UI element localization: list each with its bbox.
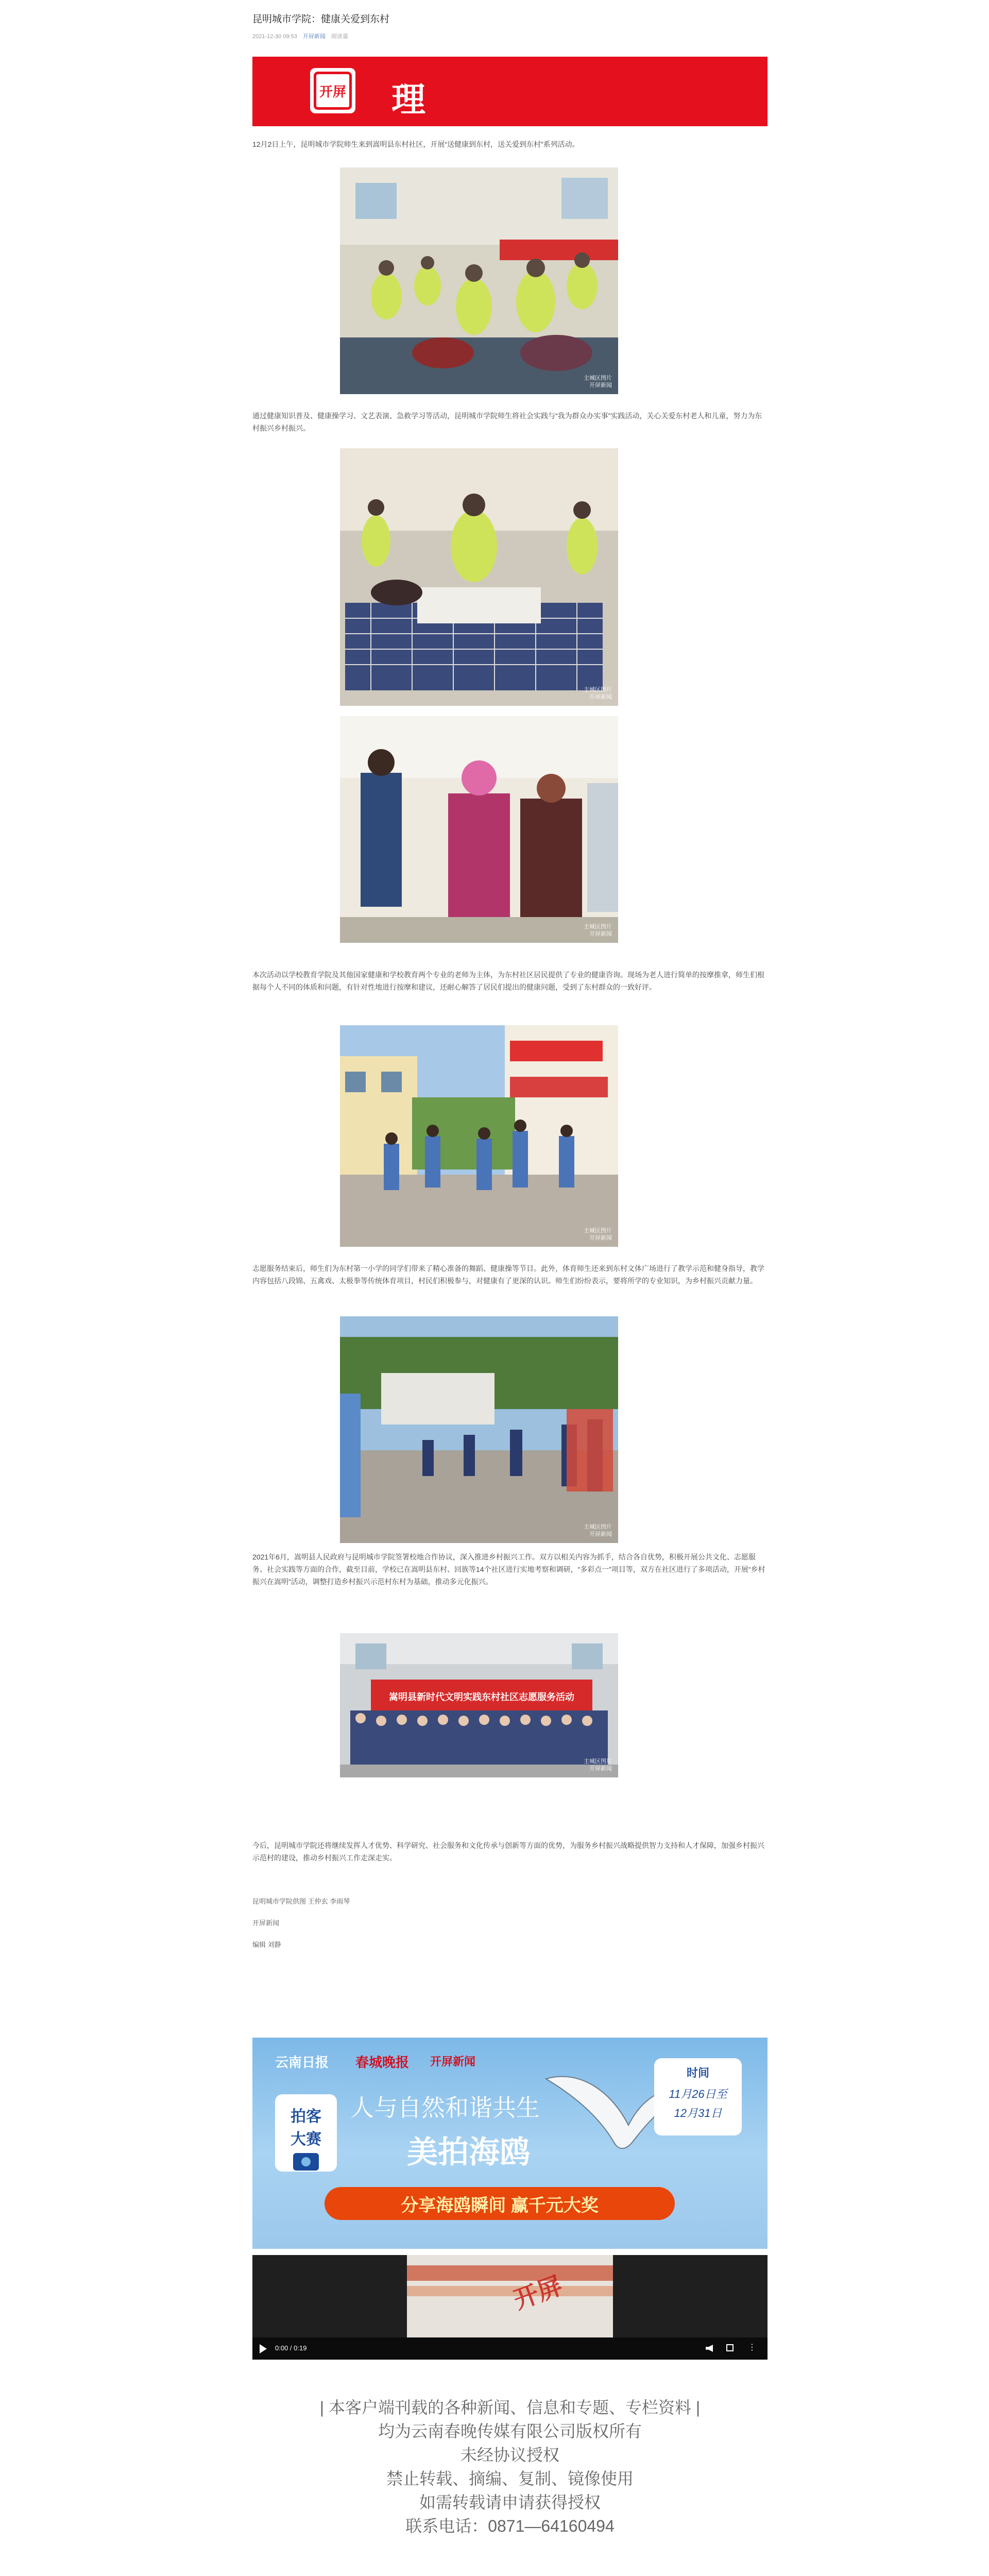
article-photo-6 bbox=[340, 1633, 618, 1777]
volume-icon[interactable] bbox=[706, 2345, 713, 2352]
banner-sign-text: 嵩明县新时代文明实践东村社区志愿服务活动 bbox=[389, 1692, 574, 1702]
article-photo-2 bbox=[340, 448, 618, 706]
copyright-line: 均为云南春晚传媒有限公司版权所有 bbox=[378, 2422, 642, 2441]
copyright-notice bbox=[252, 2396, 768, 2538]
article-photo-1 bbox=[340, 167, 618, 394]
article-banner bbox=[252, 57, 768, 126]
copyright-line: 联系电话：0871—64160494 bbox=[405, 2517, 615, 2535]
video-player[interactable] bbox=[252, 2255, 768, 2360]
ad-logo-kaiping: 开屏新闻 bbox=[430, 2055, 476, 2068]
video-controls bbox=[252, 2337, 768, 2360]
banner-text: 理 bbox=[391, 80, 425, 120]
copyright-line: 如需转载请申请获得授权 bbox=[419, 2493, 601, 2512]
video-watermark: 开屏 bbox=[510, 2272, 566, 2315]
view-count: 阅读量 bbox=[331, 33, 348, 40]
photo-caption-5: 主城区图片 开屏新闻 bbox=[584, 1524, 612, 1537]
ad-logo-chuncheng: 春城晚报 bbox=[355, 2055, 410, 2070]
editor-line-2: 编辑 刘静 bbox=[252, 1941, 281, 1948]
ad-ribbon: 分享海鸥瞬间 赢千元大奖 bbox=[325, 2187, 675, 2220]
article-title: 昆明城市学院：健康关爱到东村 bbox=[252, 14, 390, 25]
ad-date-box: 时间 11月26日至 12月31日 bbox=[654, 2058, 742, 2136]
ad-badge: 拍客 大赛 bbox=[275, 2094, 337, 2172]
paragraph-4: 志愿服务结束后，师生们为东村第一小学的同学们带来了精心准备的舞蹈、健康操等节目。此外，体育师生还来到东村文体广场进行了教学示范和健身指导，教学内容包括八段锦、五禽戏、太极拳等传统体育项目，村民们积极参与，对健康有了更深的认识。师生们纷纷表示，要将所学的专业知识，为乡村振兴贡献力量。 bbox=[252, 1264, 764, 1285]
paragraph-3: 本次活动以学校教育学院及其他国家健康和学校教育两个专业的老师为主体，为东村社区居民提供了专业的健康咨询。现场为老人进行简单的按摩推拿，师生们根据每个人不同的体质和问题，有针对性地进行按摩和建议，还耐心解答了居民们提出的健康问题，受到了东村群众的一致好评。 bbox=[252, 971, 764, 991]
photo-caption-3: 主城区图片 开屏新闻 bbox=[584, 924, 612, 937]
article-photo-3 bbox=[340, 716, 618, 943]
play-icon[interactable] bbox=[260, 2344, 267, 2353]
photo-caption-6: 主城区图片 开屏新闻 bbox=[584, 1758, 612, 1772]
copyright-line: 未经协议授权 bbox=[460, 2446, 559, 2464]
paragraph-5: 2021年6月，嵩明县人民政府与昆明城市学院签署校地合作协议，深入推进乡村振兴工作。双方以相关内容为抓手，结合各自优势，积极开展公共文化、志愿服务、社会实践等方面的合作，截至目前，学校已在嵩明县东村、回族等14个社区进行实地考察和调研，“多彩点一”项目等，双方在社区进行了多项活动，开展“乡村振兴在嵩明”活动，调整打造乡村振兴示范村东村为基础，推动多元化振兴。 bbox=[252, 1553, 765, 1586]
ad-logo-yunnan: 云南日报 bbox=[275, 2055, 329, 2070]
photo-caption-4: 主城区图片 开屏新闻 bbox=[584, 1228, 612, 1241]
article-photo-4 bbox=[340, 1025, 618, 1247]
publish-date: 2021-12-30 09:53 bbox=[252, 33, 297, 40]
seagull-contest-ad[interactable] bbox=[252, 2038, 768, 2249]
video-time: 0:00 / 0:19 bbox=[275, 2344, 307, 2352]
ad-slogan-2: 美拍海鸥 bbox=[407, 2134, 531, 2171]
photo-caption-1: 主城区图片 开屏新闻 bbox=[584, 375, 612, 388]
copyright-line: 禁止转载、摘编、复制、镜像使用 bbox=[386, 2469, 634, 2488]
more-options-icon[interactable]: ⋮ bbox=[748, 2343, 756, 2352]
fullscreen-icon[interactable] bbox=[726, 2344, 734, 2351]
article-meta bbox=[252, 32, 352, 40]
camera-icon bbox=[293, 2153, 319, 2171]
copyright-line: | 本客户端刊载的各种新闻、信息和专题、专栏资料 | bbox=[319, 2398, 701, 2417]
paragraph-6: 今后，昆明城市学院还将继续发挥人才优势、科学研究、社会服务和文化传承与创新等方面的优势，为服务乡村振兴战略提供智力支持和人才保障，加强乡村振兴示范村的建设，推动乡村振兴工作走深走实。 bbox=[252, 1841, 764, 1862]
article-photo-5 bbox=[340, 1316, 618, 1543]
editor-line-1: 开屏新闻 bbox=[252, 1919, 280, 1927]
photo-credits: 昆明城市学院供图 王仲玄 李雨琴 bbox=[252, 1897, 350, 1905]
source-link[interactable]: 开屏新闻 bbox=[302, 33, 326, 40]
kaiping-logo: 开屏 bbox=[310, 68, 355, 113]
paragraph-2: 通过健康知识普及、健康操学习、文艺表演、急救学习等活动，昆明城市学院师生将社会实践与“我为群众办实事”实践活动，关心关爱东村老人和儿童，努力为东村振兴乡村振兴。 bbox=[252, 412, 762, 432]
photo-caption-2: 主城区图片 开屏新闻 bbox=[584, 687, 612, 700]
ad-slogan-1: 人与自然和谐共生 bbox=[350, 2094, 540, 2122]
paragraph-1: 12月2日上午，昆明城市学院师生来到嵩明县东村社区，开展“送健康到东村，送关爱到东村”系列活动。 bbox=[252, 140, 579, 148]
